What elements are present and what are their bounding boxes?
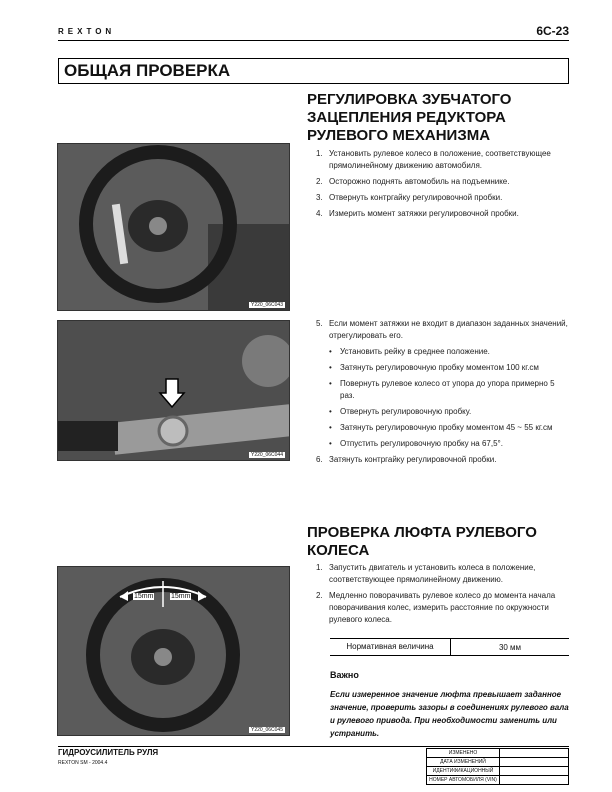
play-right-label: 15mm — [171, 593, 191, 600]
bullet-dot: • — [329, 423, 332, 432]
revision-row — [427, 749, 568, 758]
header-rule — [58, 40, 569, 41]
footer-doc-id: REXTON SM - 2004.4 — [58, 760, 108, 766]
step-text: Измерить момент затяжки регулировочной пробки. — [329, 209, 519, 218]
bullet-item — [316, 362, 569, 374]
revision-row — [427, 767, 568, 776]
bullet-text: Затянуть регулировочную пробку моментом 45 ~ 55 кг.см — [340, 423, 553, 432]
list-item — [316, 590, 569, 626]
steering-wheel-illustration — [58, 144, 290, 311]
spec-value: 30 мм — [498, 642, 522, 652]
section1-title: РЕГУЛИРОВКА ЗУБЧАТОГО ЗАЦЕПЛЕНИЯ РЕДУКТОРА РУЛЕВОГО МЕХАНИЗМА — [307, 91, 512, 144]
play-left-label: 15mm — [134, 593, 154, 600]
step-number: 1. — [316, 563, 323, 572]
section2-title: ПРОВЕРКА ЛЮФТА РУЛЕВОГО КОЛЕСА — [307, 524, 537, 559]
brand-logo: REXTON — [58, 27, 116, 36]
step-text: Отвернуть контргайку регулировочной пробки. — [329, 193, 503, 202]
steering-wheel-photo — [57, 143, 290, 311]
step-text: Если момент затяжки не входит в диапазон заданных значений, отрегулировать его. — [329, 319, 568, 340]
step-number: 3. — [316, 193, 323, 202]
step-text: Установить рулевое колесо в положение, соответствующее прямолинейному движению автомобиля. — [329, 149, 551, 170]
bullet-text: Затянуть регулировочную пробку моментом 100 кг.см — [340, 363, 539, 372]
photo-caption: Y220_06C044 — [251, 452, 283, 458]
revision-label: ИДЕНТИФИКАЦИОННЫЙ — [427, 767, 500, 775]
steering-gear-illustration — [58, 321, 290, 461]
revision-label: ИЗМЕНЕНО — [427, 749, 500, 757]
note-heading: Важно — [330, 670, 359, 680]
bullet-dot: • — [329, 379, 332, 388]
bullet-dot: • — [329, 363, 332, 372]
step-number: 4. — [316, 209, 323, 218]
bullet-item — [316, 422, 569, 434]
page-number: 6C-23 — [536, 24, 569, 38]
step-number: 1. — [316, 149, 323, 158]
revision-table — [426, 748, 569, 785]
list-item — [316, 208, 569, 220]
revision-label: НОМЕР АВТОМОБИЛЯ (VIN) — [427, 776, 500, 784]
bullet-item — [316, 346, 569, 358]
list-item — [316, 562, 569, 586]
spec-label: Нормативная величина — [330, 639, 451, 655]
list-item — [316, 176, 569, 188]
revision-row — [427, 776, 568, 784]
photo-caption: Y220_06C043 — [251, 302, 283, 308]
step-number: 6. — [316, 455, 323, 464]
step-text: Затянуть контргайку регулировочной пробки. — [329, 455, 497, 464]
revision-row — [427, 758, 568, 767]
step-text: Осторожно поднять автомобиль на подъемнике. — [329, 177, 510, 186]
step-number: 5. — [316, 319, 323, 328]
list-item — [316, 318, 569, 342]
photo-caption: Y220_06C045 — [251, 727, 283, 733]
bullet-item — [316, 438, 569, 450]
step-text: Медленно поворачивать рулевое колесо до момента начала поворачивания колес, измерить расстояние по окружности рулевого колеса. — [329, 591, 556, 624]
list-item — [316, 148, 569, 172]
section-title: ОБЩАЯ ПРОВЕРКА — [64, 61, 231, 80]
footer-rule — [58, 746, 569, 747]
bullet-text: Отпустить регулировочную пробку на 67,5°. — [340, 439, 503, 448]
revision-label: ДАТА ИЗМЕНЕНИЙ — [427, 758, 500, 766]
bullet-item — [316, 378, 569, 402]
list-item — [316, 192, 569, 204]
steering-gear-photo — [57, 320, 290, 461]
spec-table — [330, 638, 569, 656]
step-number: 2. — [316, 177, 323, 186]
footer-title: ГИДРОУСИЛИТЕЛЬ РУЛЯ — [58, 748, 159, 757]
bullet-text: Установить рейку в среднее положение. — [340, 347, 490, 356]
section1-adjust-steps — [316, 318, 569, 470]
list-item — [316, 454, 569, 466]
bullet-dot: • — [329, 347, 332, 356]
step-text: Запустить двигатель и установить колеса в положение, соответствующее прямолинейному движению. — [329, 563, 536, 584]
section1-steps — [316, 148, 569, 224]
wheel-play-photo — [57, 566, 290, 736]
bullet-dot: • — [329, 407, 332, 416]
step-number: 2. — [316, 591, 323, 600]
bullet-text: Повернуть рулевое колесо от упора до упора примерно 5 раз. — [340, 379, 555, 400]
section2-steps — [316, 562, 569, 630]
bullet-text: Отвернуть регулировочную пробку. — [340, 407, 472, 416]
bullet-dot: • — [329, 439, 332, 448]
bullet-item — [316, 406, 569, 418]
note-text: Если измеренное значение люфта превышает заданное значение, проверить зазоры в соединениях рулевого вала и рулевого привода. При необходимости заменить или устранить. — [330, 690, 569, 738]
